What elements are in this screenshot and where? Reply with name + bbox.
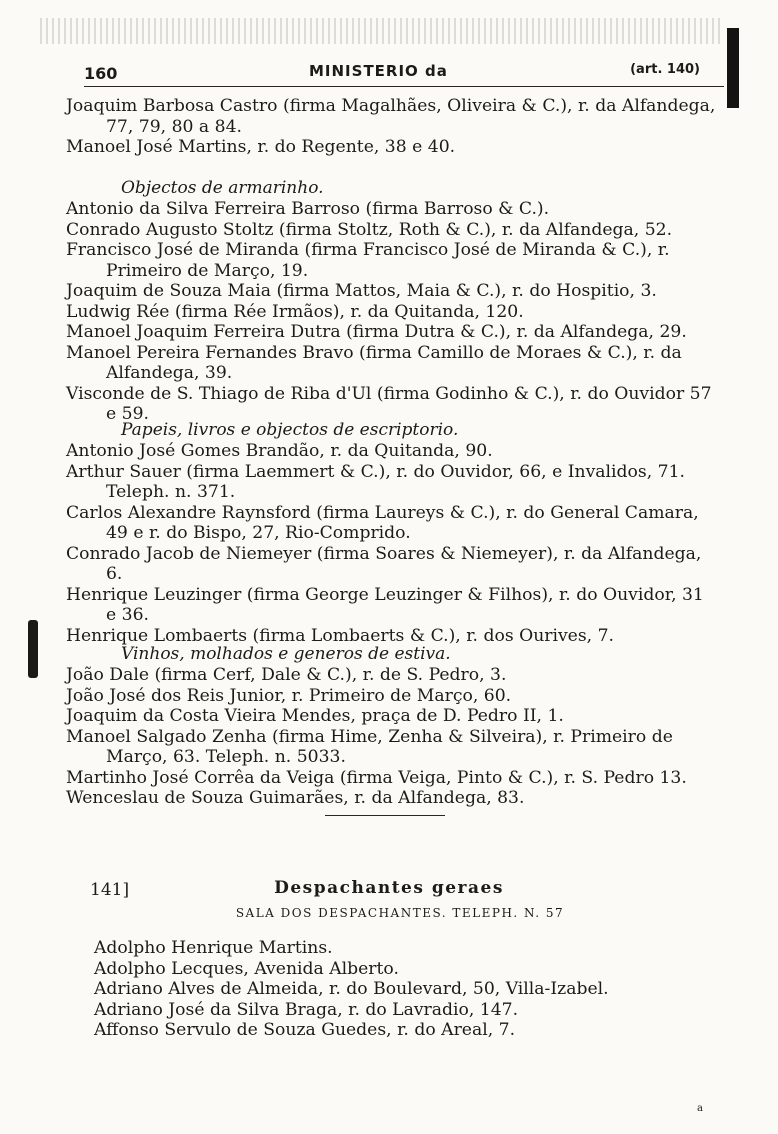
margin-ink-mark bbox=[28, 620, 38, 678]
list-item: Manoel José Martins, r. do Regente, 38 e 40. bbox=[66, 137, 456, 157]
list-item: Adolpho Lecques, Avenida Alberto. bbox=[94, 958, 399, 979]
section-heading: Papeis, livros e objectos de escriptorio. bbox=[121, 420, 459, 440]
section-title: Despachantes geraes bbox=[274, 878, 504, 898]
list-item: Joaquim de Souza Maia (firma Mattos, Maia & C.), r. do Hospitio, 3. bbox=[66, 281, 657, 301]
list-item: Francisco José de Miranda (firma Francisco José de Miranda & C.), r. Primeiro de Março, 19. bbox=[66, 240, 670, 281]
running-title: MINISTERIO da bbox=[309, 62, 448, 80]
list-item: Manoel Salgado Zenha (firma Hime, Zenha & Silveira), r. Primeiro de Março, 63. Teleph. n. 5033. bbox=[66, 726, 673, 767]
section-vinhos bbox=[66, 644, 716, 809]
section-subtitle: SALA DOS DESPACHANTES. TELEPH. N. 57 bbox=[235, 906, 565, 920]
list-item: João Dale (firma Cerf, Dale & C.), r. de S. Pedro, 3. bbox=[66, 665, 507, 685]
list-item: Adolpho Henrique Martins. bbox=[94, 938, 333, 958]
page-header bbox=[84, 58, 724, 87]
list-item: Henrique Leuzinger (firma George Leuzinger & Filhos), r. do Ouvidor, 31 e 36. bbox=[66, 584, 704, 625]
article-reference: (art. 140) bbox=[630, 62, 700, 77]
list-item: Carlos Alexandre Raynsford (firma Laureys & C.), r. do General Camara, 49 e r. do Bispo, 27, Rio-Comprido. bbox=[66, 502, 699, 543]
list-item: Joaquim da Costa Vieira Mendes, praça de D. Pedro II, 1. bbox=[66, 706, 564, 726]
list-item: Conrado Jacob de Niemeyer (firma Soares & Niemeyer), r. da Alfandega, 6. bbox=[66, 543, 702, 584]
page-number: 160 bbox=[84, 64, 118, 83]
list-item: Visconde de S. Thiago de Riba d'Ul (firma Godinho & C.), r. do Ouvidor 57 e 59. bbox=[66, 383, 712, 424]
list-item: Henrique Lombaerts (firma Lombaerts & C.), r. dos Ourives, 7. bbox=[66, 625, 615, 646]
list-item: Adriano Alves de Almeida, r. do Boulevard, 50, Villa-Izabel. bbox=[94, 979, 609, 999]
list-item: Ludwig Rée (firma Rée Irmãos), r. da Quitanda, 120. bbox=[66, 301, 524, 322]
scan-edge-shadow bbox=[727, 28, 739, 108]
section-heading: Vinhos, molhados e generos de estiva. bbox=[121, 644, 451, 664]
list-item: Wenceslau de Souza Guimarães, r. da Alfandega, 83. bbox=[66, 788, 525, 808]
list-item: Arthur Sauer (firma Laemmert & C.), r. do Ouvidor, 66, e Invalidos, 71. Teleph. n. 371. bbox=[66, 461, 685, 502]
list-item: Manoel Pereira Fernandes Bravo (firma Camillo de Moraes & C.), r. da Alfandega, 39. bbox=[66, 342, 682, 383]
list-item: Conrado Augusto Stoltz (firma Stoltz, Roth & C.), r. da Alfandega, 52. bbox=[66, 219, 673, 240]
entries-top bbox=[66, 96, 716, 158]
list-item: Affonso Servulo de Souza Guedes, r. do Areal, 7. bbox=[94, 1020, 516, 1040]
list-item: Manoel Joaquim Ferreira Dutra (firma Dutra & C.), r. da Alfandega, 29. bbox=[66, 322, 687, 342]
section-divider bbox=[325, 815, 445, 816]
list-item: João José dos Reis Junior, r. Primeiro de Março, 60. bbox=[66, 685, 512, 706]
section-despachantes bbox=[94, 938, 714, 1041]
list-item: Antonio José Gomes Brandão, r. da Quitanda, 90. bbox=[66, 441, 493, 461]
list-item: Martinho José Corrêa da Veiga (firma Veiga, Pinto & C.), r. S. Pedro 13. bbox=[66, 767, 687, 788]
scan-noise-strip bbox=[40, 18, 720, 44]
list-item: Antonio da Silva Ferreira Barroso (firma Barroso & C.). bbox=[66, 199, 550, 219]
section-armarinho bbox=[66, 178, 716, 425]
list-item: Joaquim Barbosa Castro (firma Magalhães, Oliveira & C.), r. da Alfandega, 77, 79, 80 a 84. bbox=[66, 96, 716, 137]
section-papeis bbox=[66, 420, 716, 646]
corner-mark: a bbox=[697, 1103, 703, 1114]
section-number: 141] bbox=[90, 880, 130, 900]
section-heading: Objectos de armarinho. bbox=[121, 178, 324, 198]
list-item: Adriano José da Silva Braga, r. do Lavradio, 147. bbox=[94, 999, 519, 1020]
